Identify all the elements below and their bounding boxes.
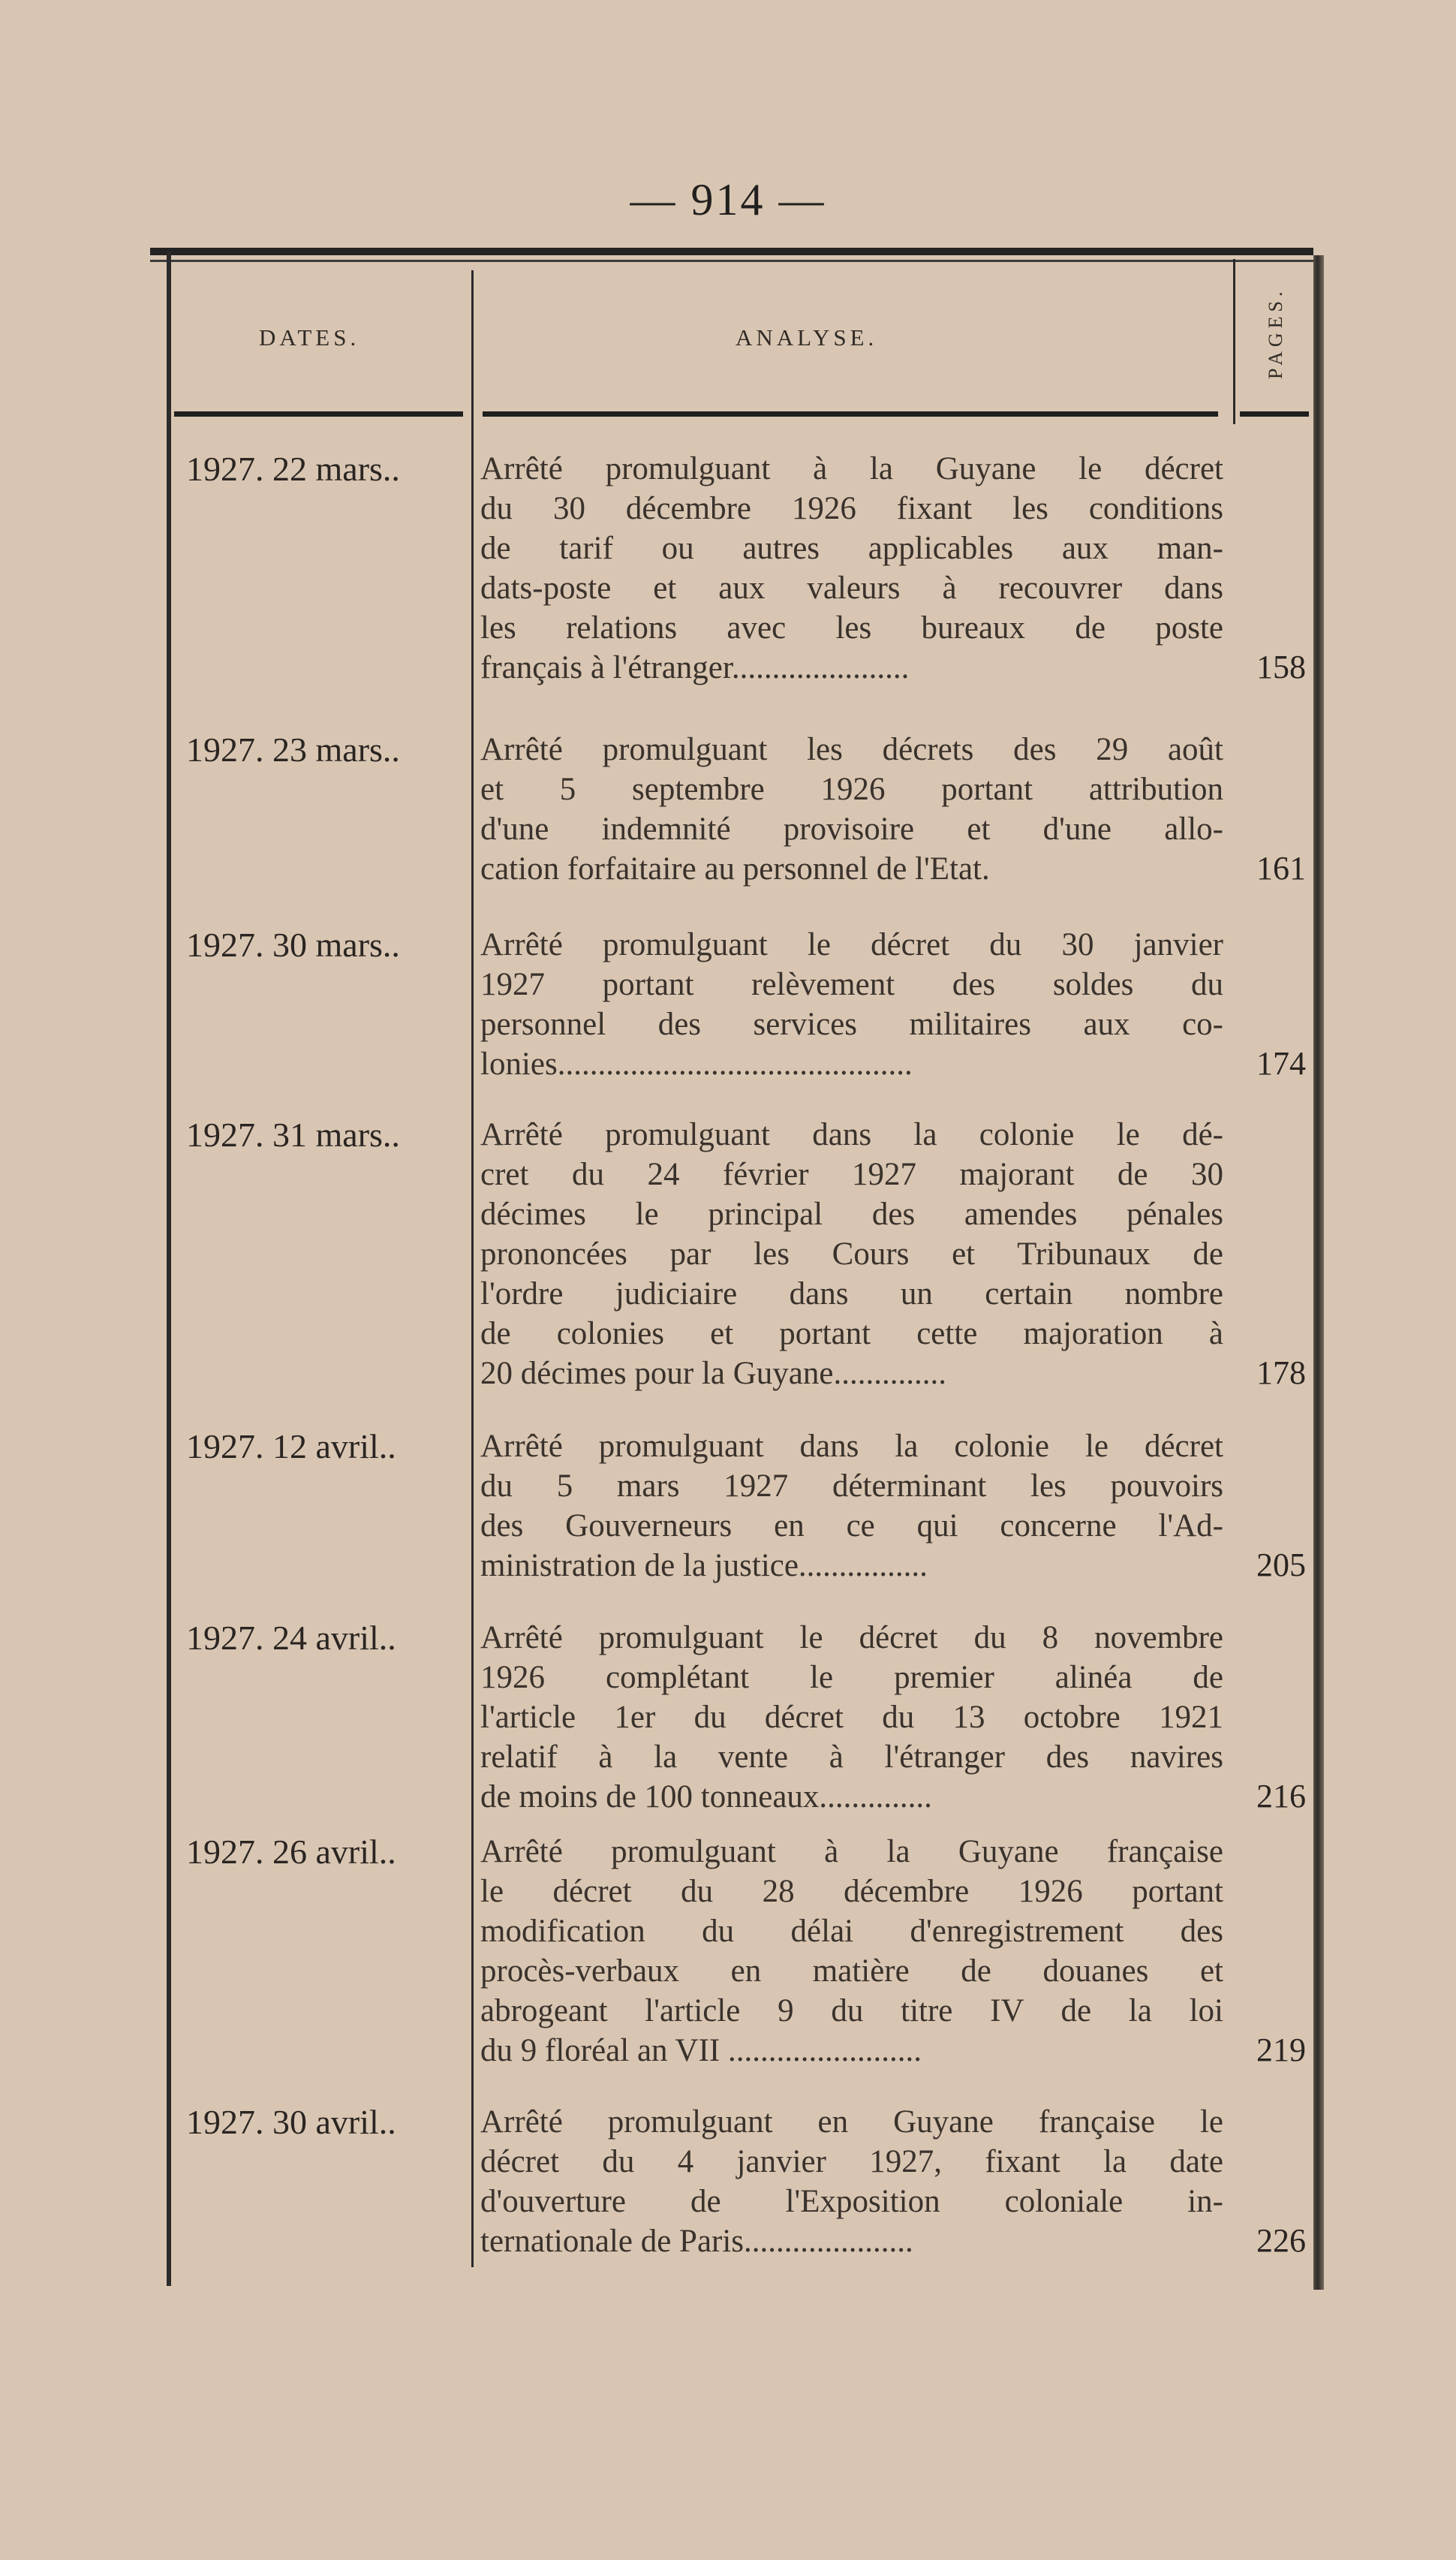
header-dates: DATES. [259, 324, 360, 351]
analysis-line: cation forfaitaire au personnel de l'Etat. [480, 851, 990, 887]
analysis-line: Arrêté promulguant dans la colonie le dé- [480, 1117, 1223, 1152]
entry-analysis [480, 1618, 1223, 1817]
entry-page: 219 [1256, 2031, 1306, 2068]
right-edge [1313, 255, 1324, 2290]
entry-page: 216 [1256, 1778, 1306, 1815]
analysis-line: prononcées par les Cours et Tribunaux de [480, 1236, 1223, 1272]
entry-analysis [480, 449, 1223, 688]
analysis-line: l'article 1er du décret du 13 octobre 1921 [480, 1700, 1223, 1735]
entry-page: 174 [1256, 1045, 1306, 1082]
analysis-line: Arrêté promulguant les décrets des 29 août [480, 732, 1223, 767]
analysis-line: ternationale de Paris..................... [480, 2224, 913, 2259]
entry-date: 1927. 31 mars.. [186, 1116, 400, 1154]
analysis-line: Arrêté promulguant à la Guyane le décret [480, 451, 1223, 486]
analysis-line: français à l'étranger...................... [480, 650, 910, 685]
entry-date: 1927. 30 mars.. [186, 926, 400, 964]
entry-page: 158 [1256, 649, 1306, 685]
pages-column-divider [1233, 259, 1235, 424]
entry-date: 1927. 30 avril.. [186, 2103, 396, 2141]
entry-analysis [480, 2102, 1223, 2261]
analysis-line: ministration de la justice................ [480, 1548, 928, 1583]
entry-date: 1927. 24 avril.. [186, 1619, 396, 1657]
analysis-line: et 5 septembre 1926 portant attribution [480, 772, 1223, 807]
left-border [167, 251, 171, 2286]
header-pages: PAGES. [1265, 287, 1286, 379]
analysis-line: 20 décimes pour la Guyane.............. [480, 1356, 946, 1391]
analysis-line: de tarif ou autres applicables aux man- [480, 531, 1223, 566]
entry-date: 1927. 12 avril.. [186, 1427, 396, 1465]
entry-analysis [480, 1832, 1223, 2071]
header-rule-pages [1240, 411, 1309, 417]
analysis-line: personnel des services militaires aux co- [480, 1007, 1223, 1042]
analysis-line: de moins de 100 tonneaux.............. [480, 1779, 932, 1815]
header-rule-analysis [483, 411, 1218, 417]
header-analysis: ANALYSE. [736, 324, 878, 351]
analysis-line: 1926 complétant le premier alinéa de [480, 1660, 1223, 1695]
analysis-line: décret du 4 janvier 1927, fixant la date [480, 2144, 1223, 2179]
analysis-line: dats-poste et aux valeurs à recouvrer dans [480, 571, 1223, 606]
entry-date: 1927. 23 mars.. [186, 730, 400, 769]
analysis-line: du 30 décembre 1926 fixant les conditions [480, 491, 1223, 526]
analysis-line: cret du 24 février 1927 majorant de 30 [480, 1157, 1223, 1192]
analysis-line: de colonies et portant cette majoration à [480, 1316, 1223, 1351]
analysis-line: d'ouverture de l'Exposition coloniale in- [480, 2184, 1223, 2219]
entry-analysis [480, 925, 1223, 1084]
analysis-line: Arrêté promulguant dans la colonie le décret [480, 1429, 1223, 1464]
top-rule-thin [150, 260, 1313, 262]
analysis-line: du 5 mars 1927 déterminant les pouvoirs [480, 1468, 1223, 1504]
analysis-line: modification du délai d'enregistrement des [480, 1914, 1223, 1949]
analysis-line: du 9 floréal an VII ........................ [480, 2033, 922, 2068]
analysis-line: relatif à la vente à l'étranger des navires [480, 1739, 1223, 1775]
analysis-line: Arrêté promulguant le décret du 30 janvier [480, 927, 1223, 962]
analysis-line: décimes le principal des amendes pénales [480, 1197, 1223, 1232]
analysis-line: d'une indemnité provisoire et d'une allo- [480, 812, 1223, 847]
entry-analysis [480, 730, 1223, 889]
analysis-line: le décret du 28 décembre 1926 portant [480, 1874, 1223, 1909]
entry-page: 205 [1256, 1547, 1306, 1583]
header-rule-dates [174, 411, 463, 417]
analysis-line: Arrêté promulguant à la Guyane française [480, 1834, 1223, 1869]
analysis-line: les relations avec les bureaux de poste [480, 610, 1223, 646]
page-number: — 914 — [630, 175, 826, 224]
analysis-line: abrogeant l'article 9 du titre IV de la loi [480, 1993, 1223, 2028]
analysis-line: lonies............................................ [480, 1047, 913, 1082]
analysis-line: 1927 portant relèvement des soldes du [480, 967, 1223, 1002]
entry-page: 161 [1256, 850, 1306, 887]
analysis-line: Arrêté promulguant le décret du 8 novembre [480, 1620, 1223, 1655]
entry-analysis [480, 1115, 1223, 1393]
top-rule [150, 248, 1313, 255]
entry-page: 178 [1256, 1354, 1306, 1391]
analysis-line: procès-verbaux en matière de douanes et [480, 1953, 1223, 1989]
entry-date: 1927. 26 avril.. [186, 1833, 396, 1871]
entry-date: 1927. 22 mars.. [186, 450, 400, 488]
analysis-line: des Gouverneurs en ce qui concerne l'Ad- [480, 1508, 1223, 1544]
analysis-line: l'ordre judiciaire dans un certain nombre [480, 1276, 1223, 1312]
entry-page: 226 [1256, 2222, 1306, 2259]
entry-analysis [480, 1426, 1223, 1586]
dates-column-divider [471, 270, 474, 2267]
analysis-line: Arrêté promulguant en Guyane française le [480, 2104, 1223, 2140]
